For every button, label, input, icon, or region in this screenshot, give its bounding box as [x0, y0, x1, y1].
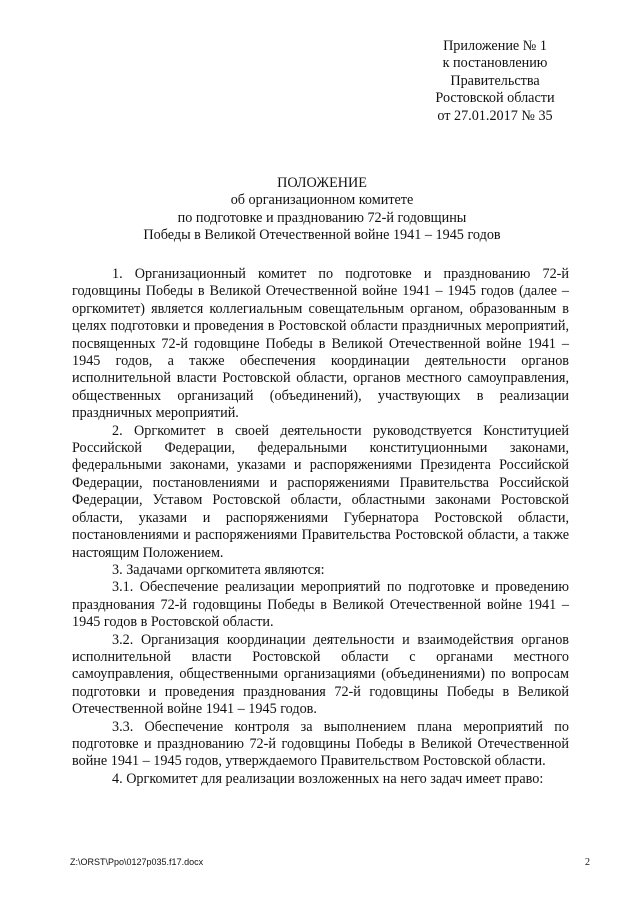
appendix-line: Правительства — [450, 72, 540, 89]
paragraph-3: 3. Задачами оргкомитета являются: — [112, 561, 325, 578]
footer-file-path: Z:\ORST\Ppo\0127p035.f17.docx — [70, 857, 204, 867]
paragraph-4: 4. Оргкомитет для реализации возложенных на него задач имеет право: — [112, 770, 544, 787]
document-title — [72, 175, 572, 245]
appendix-line: от 27.01.2017 № 35 — [437, 107, 553, 124]
title-line: Победы в Великой Отечественной войне 1941 – 1945 годов — [143, 227, 501, 244]
appendix-line: Приложение № 1 — [443, 38, 547, 54]
paragraph-3-3: 3.3. Обеспечение контроля за выполнением плана мероприятий по подготовке и празднованию 72-й годовщины Победы в Великой Отечественной войне 1941 – 1945 годов, утверждаемого Правительством Ростовской области. — [72, 718, 569, 770]
appendix-line: к постановлению — [442, 55, 548, 72]
footer-page-number: 2 — [585, 857, 590, 868]
appendix-header — [400, 38, 590, 125]
title-line: по подготовке и празднованию 72-й годовщины — [177, 209, 467, 226]
document-body — [72, 266, 569, 788]
paragraph-1: 1. Организационный комитет по подготовке и празднованию 72-й годовщины Победы в Великой Отечественной войне 1941 – 1945 годов (далее – оргкомитет) является коллегиальным совещательным органом, образованным в целях подготовки и проведения в Ростовской области праздничных мероприятий, посвященных 72-й годовщине Победы в Великой Отечественной войне 1941 – 1945 годов, а также обеспечения координации деятельности органов исполнительной власти Ростовской области, органов местного самоуправления, общественных организаций (объединений), участвующих в реализации праздничных мероприятий. — [72, 266, 569, 422]
title-heading: ПОЛОЖЕНИЕ — [277, 175, 367, 191]
paragraph-2: 2. Оргкомитет в своей деятельности руководствуется Конституцией Российской Федерации, федеральными конституционными законами, федеральными законами, указами и распоряжениями Президента Российской Федерации, постановлениями и распоряжениями Правительства Российской Федерации, Уставом Ростовской области, областными законами Ростовской области, указами и распоряжениями Губернатора Ростовской области, постановлениями и распоряжениями Правительства Ростовской области, а также настоящим Положением. — [72, 422, 569, 561]
paragraph-3-2: 3.2. Организация координации деятельности и взаимодействия органов исполнительной власти Ростовской области с органами местного самоуправления, общественными организациями (объединениями) по вопросам подготовки и проведения празднования 72-й годовщины Победы в Великой Отечественной войне 1941 – 1945 годов. — [72, 631, 569, 718]
paragraph-3-1: 3.1. Обеспечение реализации мероприятий по подготовке и проведению празднования 72-й годовщины Победы в Великой Отечественной войне 1941 – 1945 годов в Ростовской области. — [72, 579, 569, 631]
title-line: об организационном комитете — [230, 192, 414, 209]
appendix-line: Ростовской области — [435, 90, 555, 107]
